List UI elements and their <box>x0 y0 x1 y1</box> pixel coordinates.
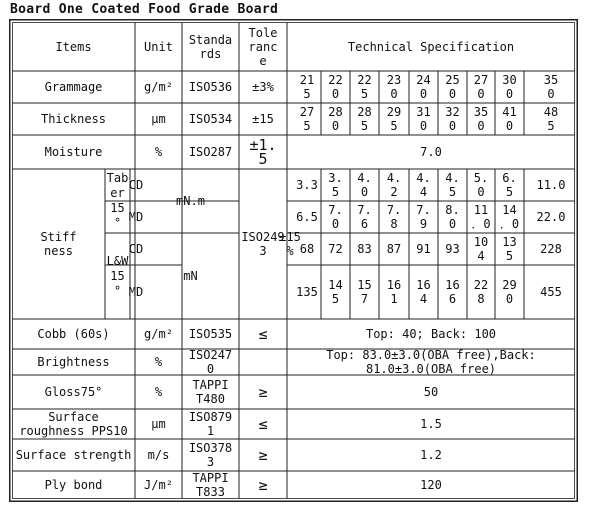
grammage-value-line: 0 <box>505 87 514 101</box>
stiffness-value <box>524 233 578 265</box>
stiffness-value-line: 4. <box>416 171 431 185</box>
grammage-unit <box>135 71 182 103</box>
grammage-value-line: 0 <box>390 87 398 101</box>
stiffness-taber-cd <box>130 169 142 201</box>
moisture-value-line: 7.0 <box>420 145 442 159</box>
strength-std-line: 3 <box>206 455 215 469</box>
thickness-value-line: 0 <box>331 119 340 133</box>
thickness-value-line: 0 <box>477 119 485 133</box>
moisture-tol <box>239 135 287 169</box>
cobb-unit-line: g/m² <box>144 327 173 341</box>
thickness-std-line: ISO534 <box>188 112 233 126</box>
stiffness-value-line: 7. <box>357 203 372 217</box>
stiffness-value-line: 3. <box>328 171 343 185</box>
stiffness-value <box>350 201 379 233</box>
stiffness-value <box>524 169 578 201</box>
grammage-value-line: 5 <box>360 87 369 101</box>
stiffness-taber <box>105 169 130 233</box>
thickness-value <box>495 103 524 135</box>
stiffness-value <box>321 265 350 319</box>
stiffness-value <box>379 201 409 233</box>
stiffness-tol-line: ±15 <box>279 230 301 244</box>
roughness-std <box>182 409 239 439</box>
grammage-value-line: 30 <box>502 73 517 87</box>
stiffness-value <box>438 233 467 265</box>
thickness-value-line: 0 <box>448 119 457 133</box>
stiffness-value-line: 228 <box>540 242 562 256</box>
ply-unit <box>135 471 182 499</box>
thickness-tol-line: ±15 <box>252 112 274 126</box>
thickness-value <box>524 103 578 135</box>
roughness-std-line: ISO879 <box>188 410 233 424</box>
grammage-value <box>438 71 467 103</box>
moisture-value <box>287 135 575 169</box>
stiffness-value-line: 5. <box>473 171 489 185</box>
ply-std-line: T833 <box>196 485 225 499</box>
stiffness-value-line: 4 <box>419 185 428 199</box>
stiffness-value-line: 7. <box>386 203 402 217</box>
stiffness-value-line: 0 <box>505 292 514 306</box>
stiffness-value <box>467 169 495 201</box>
ply-std <box>182 471 239 499</box>
stiffness-value-line: 16 <box>416 278 431 292</box>
cobb-std-line: ISO535 <box>188 327 233 341</box>
gloss-tol-line: ≥ <box>258 383 268 401</box>
stiffness-value-line: 6.5 <box>296 210 318 224</box>
gloss-item-line: Gloss75° <box>44 385 103 399</box>
stiffness-value <box>409 265 438 319</box>
stiffness-value <box>495 169 524 201</box>
grammage-value-line: 0 <box>547 87 555 101</box>
brightness-item-line: Brightness <box>37 355 110 369</box>
document-title: Board One Coated Food Grade Board <box>10 2 279 17</box>
thickness-unit-line: μm <box>151 112 166 126</box>
stiffness-value-line: 455 <box>540 285 562 299</box>
grammage-value <box>379 71 409 103</box>
stiffness-value-line: 93 <box>445 242 460 256</box>
thickness-unit <box>135 103 182 135</box>
stiffness-value-line: 5 <box>505 249 514 263</box>
ply-item <box>12 471 135 499</box>
stiffness-value-line: 0 <box>360 185 369 199</box>
thickness-value <box>467 103 495 135</box>
roughness-tol <box>239 409 287 439</box>
stiffness-value <box>350 265 379 319</box>
thickness-value-line: 0 <box>419 119 428 133</box>
header-tolerance-line: ranc <box>248 39 278 54</box>
stiffness-lw-md-line: MD <box>128 285 144 299</box>
stiffness-tol-line: % <box>286 244 294 258</box>
ply-value <box>287 471 575 499</box>
moisture-tol-line: ±1. <box>249 136 277 154</box>
thickness-value <box>293 103 321 135</box>
stiffness-taber-line: Tab <box>106 171 129 185</box>
strength-value <box>287 439 575 471</box>
stiffness-value-line: 22.0 <box>536 210 566 224</box>
thickness-value <box>379 103 409 135</box>
stiffness-lw <box>105 233 130 319</box>
stiffness-value-line: 4 <box>477 249 485 263</box>
gloss-unit <box>135 375 182 409</box>
grammage-value <box>467 71 495 103</box>
stiffness-value <box>467 233 495 265</box>
grammage-value <box>321 71 350 103</box>
thickness-value-line: 5 <box>303 119 311 133</box>
stiffness-value-line: 3.3 <box>296 178 318 192</box>
gloss-unit-line: % <box>154 385 163 399</box>
thickness-value-line: 27 <box>299 105 315 119</box>
stiffness-value-line: 68 <box>299 242 315 256</box>
stiffness-value-line: 4. <box>357 171 372 185</box>
stiffness-value-line: 1 <box>390 292 398 306</box>
stiffness-value <box>379 233 409 265</box>
stiffness-value <box>321 233 350 265</box>
stiffness-value <box>293 265 321 319</box>
grammage-value-line: 25 <box>445 73 460 87</box>
strength-tol <box>239 439 287 471</box>
strength-item-line: Surface strength <box>15 448 132 462</box>
thickness-value-line: 35 <box>473 105 489 119</box>
stiffness-value <box>350 169 379 201</box>
stiffness-value <box>495 233 524 265</box>
brightness-std <box>182 349 239 375</box>
gloss-value-line: 50 <box>423 385 439 399</box>
strength-std <box>182 439 239 471</box>
cobb-item-line: Cobb (60s) <box>37 327 110 341</box>
stiffness-value-line: ．0 <box>471 217 491 231</box>
stiffness-taber-md-line: MD <box>128 210 144 224</box>
stiffness-value-line: 0 <box>477 185 485 199</box>
grammage-item <box>12 71 135 103</box>
grammage-value-line: 0 <box>331 87 340 101</box>
ply-tol-line: ≥ <box>258 476 268 494</box>
roughness-tol-line: ≤ <box>258 415 268 433</box>
gloss-std <box>182 375 239 409</box>
cobb-tol <box>239 319 287 349</box>
grammage-value-line: 27 <box>473 73 489 87</box>
gloss-std-line: T480 <box>196 392 225 406</box>
stiffness-value-line: 14 <box>328 278 343 292</box>
stiffness-value <box>379 169 409 201</box>
thickness-value-line: 29 <box>386 105 402 119</box>
ply-std-line: TAPPI <box>192 471 229 485</box>
stiffness-lw-md <box>130 265 142 319</box>
thickness-value-line: 48 <box>543 105 559 119</box>
roughness-unit <box>135 409 182 439</box>
stiffness-item-line: Stiff <box>40 230 77 244</box>
stiffness-value-line: 0 <box>448 217 457 231</box>
header-standards-line: Standa <box>188 32 233 47</box>
ply-value-line: 120 <box>420 478 442 492</box>
header-tolerance-line: Tole <box>248 25 278 40</box>
header-spec-line: Technical Specification <box>347 39 515 54</box>
thickness-value-line: 0 <box>505 119 514 133</box>
stiffness-std-line: 3 <box>259 244 267 258</box>
thickness-value <box>409 103 438 135</box>
stiffness-value-line: 29 <box>502 278 517 292</box>
header-standards-line: rds <box>199 46 222 61</box>
grammage-value-line: 24 <box>416 73 431 87</box>
stiffness-value-line: 22 <box>473 278 489 292</box>
thickness-value-line: 5 <box>547 119 555 133</box>
stiffness-value-line: 16 <box>445 278 460 292</box>
spec-table <box>9 19 578 502</box>
stiffness-item <box>12 169 105 319</box>
stiffness-value <box>293 201 321 233</box>
brightness-value-line: Top: 83.0±3.0(OBA free),Back: <box>326 348 536 362</box>
stiffness-value-line: 87 <box>386 242 402 256</box>
moisture-unit-line: % <box>154 145 163 159</box>
moisture-unit <box>135 135 182 169</box>
stiffness-taber-cd-line: CD <box>128 178 144 192</box>
stiffness-value-line: 5 <box>331 292 340 306</box>
stiffness-value <box>321 201 350 233</box>
grammage-unit-line: g/m² <box>144 80 173 94</box>
stiffness-lw-cd <box>130 233 142 265</box>
grammage-item-line: Grammage <box>44 80 103 94</box>
strength-tol-line: ≥ <box>258 446 268 464</box>
stiffness-value-line: 72 <box>328 242 343 256</box>
grammage-value <box>293 71 321 103</box>
strength-item <box>12 439 135 471</box>
thickness-value <box>350 103 379 135</box>
cobb-item <box>12 319 135 349</box>
stiffness-value <box>524 201 578 233</box>
thickness-value-line: 28 <box>357 105 372 119</box>
thickness-tol <box>239 103 287 135</box>
stiffness-lw-line: ° <box>113 283 122 298</box>
thickness-value <box>438 103 467 135</box>
stiffness-value <box>495 265 524 319</box>
stiffness-value-line: 9 <box>419 217 428 231</box>
stiffness-lw-line: 15 <box>110 268 125 283</box>
cobb-unit <box>135 319 182 349</box>
brightness-std-line: 0 <box>206 362 215 376</box>
thickness-value-line: 5 <box>390 119 398 133</box>
stiffness-value <box>321 169 350 201</box>
thickness-value <box>321 103 350 135</box>
gloss-std-line: TAPPI <box>192 378 229 392</box>
strength-unit-line: m/s <box>147 448 170 462</box>
grammage-value-line: 0 <box>477 87 485 101</box>
stiffness-value-line: 6 <box>448 292 457 306</box>
grammage-value-line: 5 <box>303 87 311 101</box>
ply-tol <box>239 471 287 499</box>
moisture-std-line: ISO287 <box>188 145 233 159</box>
stiffness-value-line: ．0 <box>499 217 520 231</box>
stiffness-value-line: 7. <box>416 203 431 217</box>
gloss-value <box>287 375 575 409</box>
roughness-std-line: 1 <box>206 424 215 438</box>
grammage-std-line: ISO536 <box>188 80 233 94</box>
stiffness-value-line: 11 <box>473 203 489 217</box>
stiffness-value-line: 2 <box>390 185 398 199</box>
header-spec <box>287 22 575 71</box>
grammage-std <box>182 71 239 103</box>
stiffness-value-line: 6 <box>360 217 369 231</box>
stiffness-taber-line: 15 <box>110 201 125 215</box>
stiffness-value <box>438 265 467 319</box>
stiffness-unit-taber-line: mN.m <box>176 194 205 208</box>
stiffness-value-line: 5 <box>331 185 340 199</box>
cobb-value <box>287 319 575 349</box>
stiffness-value <box>467 201 495 233</box>
header-tolerance <box>239 22 287 71</box>
grammage-value-line: 22 <box>357 73 372 87</box>
thickness-value-line: 32 <box>445 105 460 119</box>
cobb-tol-line: ≤ <box>258 325 268 343</box>
brightness-item <box>12 349 135 375</box>
grammage-value-line: 21 <box>299 73 315 87</box>
moisture-item-line: Moisture <box>44 145 103 159</box>
stiffness-value-line: 135 <box>296 285 318 299</box>
stiffness-taber-line: er <box>110 186 125 200</box>
stiffness-value <box>495 201 524 233</box>
ply-unit-line: J/m² <box>144 478 173 492</box>
cobb-value-line: Top: 40; Back: 100 <box>365 327 497 341</box>
grammage-value <box>495 71 524 103</box>
stiffness-value <box>293 169 321 201</box>
stiffness-unit-lw <box>142 233 239 319</box>
gloss-item <box>12 375 135 409</box>
stiffness-value-line: 10 <box>473 235 489 249</box>
stiffness-value-line: 5 <box>505 185 514 199</box>
stiffness-value-line: 11.0 <box>536 178 566 192</box>
header-unit <box>135 22 182 71</box>
stiffness-taber-line: ° <box>113 216 122 230</box>
grammage-value-line: 23 <box>386 73 402 87</box>
stiffness-value-line: 16 <box>386 278 402 292</box>
stiffness-value <box>409 169 438 201</box>
cobb-std <box>182 319 239 349</box>
header-items-line: Items <box>55 39 92 54</box>
brightness-value <box>287 349 575 375</box>
grammage-value-line: 35 <box>543 73 559 87</box>
stiffness-value-line: 13 <box>502 235 517 249</box>
stiffness-value-line: 7. <box>328 203 343 217</box>
thickness-value-line: 5 <box>360 119 369 133</box>
thickness-value-line: 28 <box>328 105 343 119</box>
stiffness-value-line: 91 <box>416 242 431 256</box>
brightness-tol <box>239 349 287 375</box>
stiffness-value-line: 8 <box>477 292 485 306</box>
brightness-value-line: 81.0±3.0(OBA free) <box>365 362 497 376</box>
grammage-tol <box>239 71 287 103</box>
header-items <box>12 22 135 71</box>
roughness-item <box>12 409 135 439</box>
roughness-unit-line: μm <box>151 417 166 431</box>
stiffness-value <box>524 265 578 319</box>
moisture-item <box>12 135 135 169</box>
grammage-value <box>350 71 379 103</box>
thickness-item <box>12 103 135 135</box>
stiffness-value <box>409 233 438 265</box>
stiffness-unit-lw-line: mN <box>183 269 198 283</box>
strength-unit <box>135 439 182 471</box>
stiffness-unit-taber <box>142 169 239 233</box>
stiffness-value-line: 0 <box>331 217 340 231</box>
stiffness-value-line: 15 <box>357 278 372 292</box>
grammage-value-line: 0 <box>448 87 457 101</box>
stiffness-value <box>467 265 495 319</box>
stiffness-value-line: 7 <box>360 292 369 306</box>
stiffness-value <box>350 233 379 265</box>
stiffness-value <box>409 201 438 233</box>
header-tolerance-line: e <box>259 53 267 68</box>
thickness-std <box>182 103 239 135</box>
brightness-unit-line: % <box>154 355 163 369</box>
brightness-std-line: ISO247 <box>188 348 233 362</box>
thickness-item-line: Thickness <box>40 112 107 126</box>
strength-value-line: 1.2 <box>420 448 442 462</box>
stiffness-lw-cd-line: CD <box>128 242 144 256</box>
header-unit-line: Unit <box>144 39 173 54</box>
grammage-value-line: 0 <box>419 87 428 101</box>
stiffness-value-line: 4. <box>445 171 460 185</box>
stiffness-value-line: 5 <box>448 185 457 199</box>
stiffness-value-line: 6. <box>502 171 517 185</box>
stiffness-value <box>438 201 467 233</box>
stiffness-value-line: 4 <box>419 292 428 306</box>
strength-std-line: ISO378 <box>188 441 233 455</box>
stiffness-value-line: 8. <box>445 203 460 217</box>
stiffness-value-line: 14 <box>502 203 517 217</box>
roughness-item-line: Surface <box>48 410 99 424</box>
thickness-value-line: 31 <box>416 105 431 119</box>
moisture-tol-line: 5 <box>258 150 268 168</box>
stiffness-value-line: 8 <box>390 217 398 231</box>
moisture-std <box>182 135 239 169</box>
grammage-value <box>409 71 438 103</box>
grammage-value-line: 22 <box>328 73 343 87</box>
grammage-tol-line: ±3% <box>252 80 274 94</box>
stiffness-value <box>379 265 409 319</box>
stiffness-value-line: 83 <box>357 242 372 256</box>
stiffness-value <box>438 169 467 201</box>
stiffness-value-line: 4. <box>386 171 402 185</box>
stiffness-std-line: ISO249 <box>241 230 285 244</box>
roughness-value-line: 1.5 <box>420 417 442 431</box>
roughness-item-line: roughness PPS10 <box>19 424 128 438</box>
brightness-unit <box>135 349 182 375</box>
ply-item-line: Ply bond <box>44 478 103 492</box>
stiffness-lw-line: L&W <box>106 253 129 268</box>
gloss-tol <box>239 375 287 409</box>
stiffness-item-line: ness <box>44 244 73 258</box>
stiffness-value <box>293 233 321 265</box>
grammage-value <box>524 71 578 103</box>
stiffness-taber-md <box>130 201 142 233</box>
thickness-value-line: 41 <box>502 105 517 119</box>
roughness-value <box>287 409 575 439</box>
header-standards <box>182 22 239 71</box>
